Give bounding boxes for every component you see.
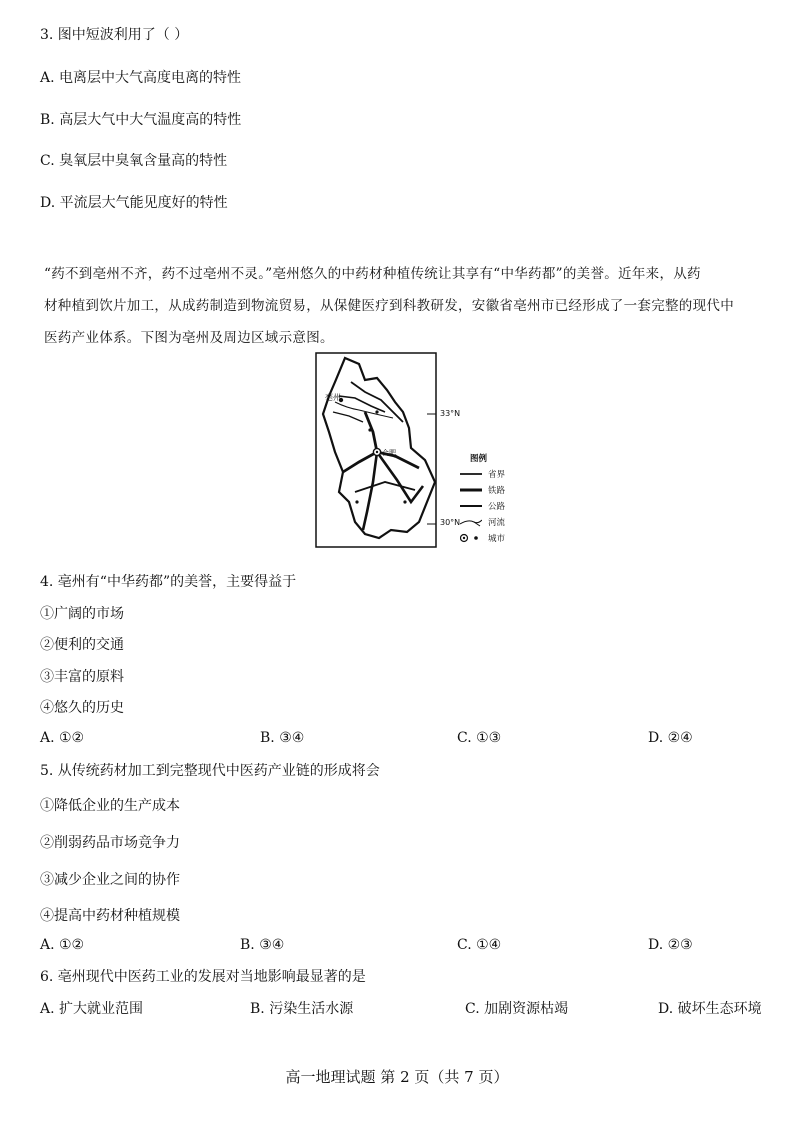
q4-option-a: A. ①② <box>40 730 85 746</box>
q5-item: ③减少企业之间的协作 <box>40 872 180 888</box>
legend-item <box>460 530 505 546</box>
city-marker <box>375 410 378 413</box>
legend-label: 公路 <box>488 502 506 512</box>
legend-label: 河流 <box>488 518 506 528</box>
q6-option-b: B. 污染生活水源 <box>250 1001 354 1017</box>
q6-option-d: D. 破坏生态环境 <box>658 1001 762 1017</box>
passage-line: 医药产业体系。下图为亳州及周边区域示意图。 <box>44 330 334 346</box>
legend-label: 省界 <box>488 470 506 480</box>
q4-item: ④悠久的历史 <box>40 700 124 716</box>
q4-option-d: D. ②④ <box>648 730 693 746</box>
reading-passage <box>44 258 779 354</box>
q5-option-d: D. ②③ <box>648 937 693 953</box>
map-legend <box>460 452 505 546</box>
q4-option-c: C. ①③ <box>457 730 502 746</box>
legend-label: 城市 <box>488 534 506 544</box>
river-icon <box>460 517 482 527</box>
legend-title: 图例 <box>470 454 488 464</box>
highway-icon <box>460 502 482 510</box>
passage-line: 材种植到饮片加工，从成药制造到物流贸易，从保健医疗到科教研发，安徽省亳州市已经形成了一套完整的现代中 <box>44 298 734 314</box>
q5-option-c: C. ①④ <box>457 937 502 953</box>
city-label-bozhou: 亳州 <box>325 393 341 402</box>
city-icon <box>460 533 482 543</box>
province-boundary-icon <box>460 470 482 478</box>
city-label-hefei: 合肥 <box>382 449 396 457</box>
q5-option-b: B. ③④ <box>240 937 285 953</box>
q3-stem: 3. 图中短波利用了（ ） <box>40 27 189 43</box>
q5-item: ②削弱药品市场竞争力 <box>40 835 180 851</box>
q3-option-c: C. 臭氧层中臭氧含量高的特性 <box>40 153 228 169</box>
legend-item <box>460 498 505 514</box>
railway-icon <box>460 486 482 494</box>
q6-option-a: A. 扩大就业范围 <box>40 1001 144 1017</box>
page-footer: 高一地理试题 第 2 页（共 7 页） <box>285 1068 509 1086</box>
q5-item: ④提高中药材种植规模 <box>40 908 180 924</box>
q5-item: ①降低企业的生产成本 <box>40 798 180 814</box>
q3-option-d: D. 平流层大气能见度好的特性 <box>40 195 228 211</box>
city-marker <box>403 500 406 503</box>
legend-item <box>460 482 505 498</box>
q4-option-b: B. ③④ <box>260 730 305 746</box>
q3-option-a: A. 电离层中大气高度电离的特性 <box>40 70 242 86</box>
q5-option-a: A. ①② <box>40 937 85 953</box>
q4-item: ②便利的交通 <box>40 637 124 653</box>
q4-stem: 4. 亳州有“中华药都”的美誉，主要得益于 <box>40 574 297 590</box>
q6-stem: 6. 亳州现代中医药工业的发展对当地影响最显著的是 <box>40 969 366 985</box>
passage-line: “药不到亳州不齐，药不过亳州不灵。”亳州悠久的中药材种植传统让其享有“中华药都”的美誉。近年来，从药 <box>44 266 701 282</box>
bozhou-region-map <box>315 352 437 548</box>
latitude-33-label: 33°N <box>440 409 461 418</box>
legend-label: 铁路 <box>488 486 506 496</box>
legend-item <box>460 514 505 530</box>
q6-option-c: C. 加剧资源枯竭 <box>465 1001 569 1017</box>
q4-item: ③丰富的原料 <box>40 669 124 685</box>
q3-option-b: B. 高层大气中大气温度高的特性 <box>40 112 242 128</box>
city-marker <box>368 428 371 431</box>
legend-item <box>460 466 505 482</box>
latitude-30-label: 30°N <box>440 518 461 527</box>
q4-item: ①广阔的市场 <box>40 606 124 622</box>
q5-stem: 5. 从传统药材加工到完整现代中医药产业链的形成将会 <box>40 763 380 779</box>
city-marker <box>355 500 358 503</box>
